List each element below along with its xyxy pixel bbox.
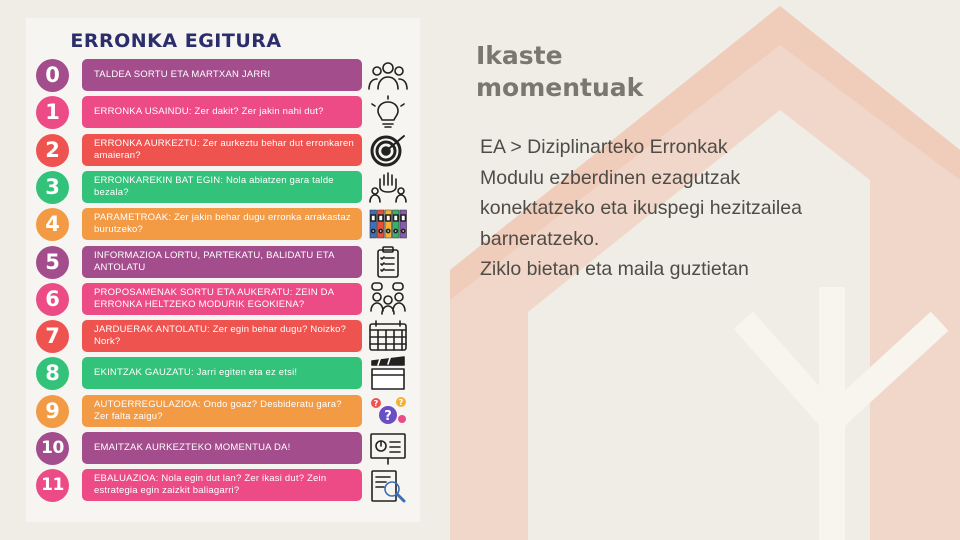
step-row-10	[26, 432, 420, 464]
step-label: JARDUERAK ANTOLATU: Zer egin behar dugu? Noizko? Nork?	[82, 320, 362, 352]
step-row-7	[26, 320, 420, 352]
step-row-3	[26, 171, 420, 203]
step-row-9	[26, 395, 420, 427]
infographic-title: ERRONKA EGITURA	[70, 30, 282, 52]
step-row-5	[26, 246, 420, 278]
step-label: AUTOERREGULAZIOA: Ondo goaz? Desbideratu gara? Zer falta zaigu?	[82, 395, 362, 427]
slide-title-line1: Ikaste	[476, 41, 563, 70]
step-row-1	[26, 96, 420, 128]
clipboard-icon	[366, 244, 410, 280]
step-number: 3	[36, 171, 69, 204]
slide-title-line2: momentuak	[476, 73, 644, 102]
step-label: EMAITZAK AURKEZTEKO MOMENTUA DA!	[82, 432, 362, 464]
svg-text:?: ?	[373, 398, 379, 408]
step-label: ERRONKA USAINDU: Zer dakit? Zer jakin nahi dut?	[82, 96, 362, 128]
slide-body	[480, 132, 940, 285]
step-number: 10	[36, 432, 69, 465]
body-line: barneratzeko.	[480, 227, 600, 250]
step-row-6	[26, 283, 420, 315]
step-row-4	[26, 208, 420, 240]
step-number: 6	[36, 283, 69, 316]
binders-icon	[366, 206, 410, 242]
team-hands-icon	[366, 169, 410, 205]
body-line: EA > Diziplinarteko Erronkak	[480, 136, 728, 158]
step-row-2	[26, 134, 420, 166]
step-number: 2	[36, 134, 69, 167]
body-line: konektatzeko eta ikuspegi hezitzailea	[480, 197, 802, 219]
step-number: 7	[36, 320, 69, 353]
step-label: INFORMAZIOA LORTU, PARTEKATU, BALIDATU ETA ANTOLATU	[82, 246, 362, 278]
step-row-11	[26, 469, 420, 501]
evaluation-icon	[366, 467, 410, 503]
step-number: 8	[36, 357, 69, 390]
presentation-icon	[366, 430, 410, 466]
step-label: ERRONKAREKIN BAT EGIN: Nola abiatzen gara talde bezala?	[82, 171, 362, 203]
step-row-0	[26, 59, 420, 91]
clapperboard-icon	[366, 355, 410, 391]
lightbulb-icon	[366, 94, 410, 130]
calendar-icon	[366, 318, 410, 354]
infographic-panel	[26, 18, 420, 522]
questions-icon	[366, 393, 410, 429]
step-number: 9	[36, 395, 69, 428]
step-number: 11	[36, 469, 69, 502]
step-label: PARAMETROAK: Zer jakin behar dugu erronka arrakastaz burutzeko?	[82, 208, 362, 240]
slide-title	[476, 40, 776, 104]
svg-text:?: ?	[398, 397, 404, 407]
step-number: 5	[36, 246, 69, 279]
step-label: PROPOSAMENAK SORTU ETA AUKERATU: ZEIN DA ERRONKA HELTZEKO MODURIK EGOKIENA?	[82, 283, 362, 315]
group-icon	[366, 57, 410, 93]
step-number: 4	[36, 208, 69, 241]
body-line: Ziklo bietan eta maila guztietan	[480, 258, 749, 280]
body-line: Modulu ezberdinen ezagutzak	[480, 166, 741, 189]
discussion-icon	[366, 281, 410, 317]
step-row-8	[26, 357, 420, 389]
step-label: TALDEA SORTU ETA MARTXAN JARRI	[82, 59, 362, 91]
step-label: EKINTZAK GAUZATU: Jarri egiten eta ez etsi!	[82, 357, 362, 389]
step-label: EBALUAZIOA: Nola egin dut lan? Zer ikasi dut? Zein estrategia egin zaizkit baliagarri?	[82, 469, 362, 501]
svg-text:?: ?	[384, 408, 392, 424]
step-number: 0	[36, 59, 69, 92]
target-icon	[366, 132, 410, 168]
step-label: ERRONKA AURKEZTU: Zer aurkeztu behar dut erronkaren amaieran?	[82, 134, 362, 166]
step-number: 1	[36, 96, 69, 129]
